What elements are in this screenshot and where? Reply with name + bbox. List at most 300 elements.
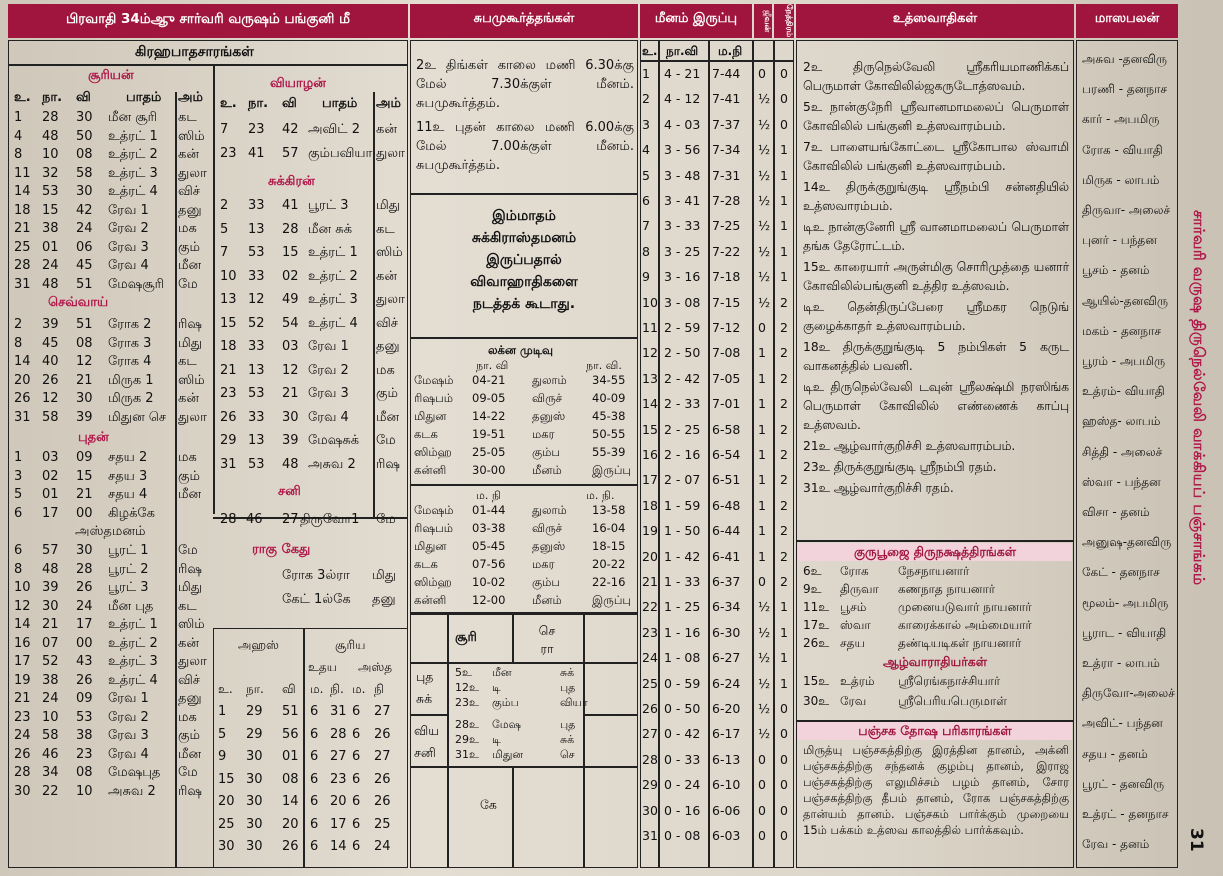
utsava-list — [803, 58, 1069, 500]
graha-cell: மிது — [376, 198, 401, 213]
meenam-cell: 6-51 — [712, 472, 741, 488]
meenam-cell: 2 - 50 — [664, 345, 701, 361]
graha-cell: 39 — [42, 580, 59, 595]
meenam-cell: 3 - 16 — [664, 269, 701, 285]
meenam-cell: ½ — [758, 243, 771, 259]
chart-budha: புத சுக் — [416, 669, 434, 706]
graha-cell: கும் — [178, 239, 200, 255]
graha-cell: 15 — [220, 315, 237, 331]
graha-cell: 30 — [282, 409, 299, 425]
meenam-cell: 1 — [758, 523, 766, 539]
graha-cell: 28 — [282, 221, 299, 237]
ahas-head: நி — [374, 682, 384, 696]
meenam-cell: 6-06 — [712, 802, 741, 818]
meenam-cell: 18 — [642, 497, 658, 513]
graha-cell: 7 — [220, 122, 229, 137]
meenam-cell: 12 — [642, 345, 658, 361]
graha-cell: 53 — [42, 184, 59, 199]
meenam-cell: 30 — [642, 802, 658, 818]
meenam-cell: 0 — [758, 66, 766, 81]
meenam-cell: 0 — [780, 91, 788, 107]
graha-cell: மேஷபுத — [108, 765, 161, 780]
graha-cell: 01 — [42, 239, 59, 255]
graha-cell: மே — [178, 765, 198, 780]
graha-cell: 22 — [42, 783, 59, 799]
meenam-cell: 6-37 — [712, 574, 741, 589]
meenam-cell: 0 — [780, 802, 788, 818]
graha-cell: 17 — [14, 654, 31, 669]
lagna-cell: துலாம் — [532, 373, 567, 387]
ahas-cell: 26 — [374, 794, 391, 809]
graha-cell: தனு — [178, 691, 202, 706]
meenam-cell: 2 — [780, 523, 788, 539]
graha-cell: 24 — [14, 728, 31, 743]
meenam-cell: ½ — [758, 624, 771, 640]
lagna-cell: 12-00 — [472, 593, 506, 607]
meenam-cell: 7-05 — [712, 370, 741, 386]
chart-mid-cell: கும்ப — [492, 696, 519, 709]
lagna-head-1: நா. வி — [476, 359, 509, 372]
meenam-cell: 7-01 — [712, 396, 741, 412]
meenam-cell: 0 — [758, 828, 766, 843]
graha-cell: 46 — [246, 512, 263, 527]
graha-cell: துலா — [178, 165, 207, 181]
masa-item: மகம் - தனநாச — [1082, 323, 1162, 338]
ahas-cell: 25 — [374, 816, 391, 832]
meenam-cell: 2 - 59 — [664, 320, 701, 335]
graha-cell: 23 — [220, 146, 237, 161]
graha-cell: 12 — [14, 598, 31, 614]
ahas-cell: 56 — [282, 726, 299, 742]
graha-cell: கும்பவியா — [308, 146, 373, 161]
graha-cell: 8 — [14, 147, 23, 162]
graha-cell: விச் — [178, 184, 200, 199]
lagna-cell: கடக — [414, 557, 438, 571]
meenam-cell: 6-58 — [712, 421, 741, 437]
lagna-cell: 22-16 — [592, 575, 626, 589]
graha-cell: 15 — [42, 202, 59, 218]
azhvar-cell: ரேவ — [840, 694, 867, 708]
meenam-cell: 2 — [780, 447, 788, 462]
meenam-cell: 1 — [758, 472, 766, 488]
lagna-head-3: ம. நி — [476, 489, 501, 502]
notice-line: சுக்கிராஸ்தமனம் — [471, 230, 577, 246]
graha-cell: 15 — [76, 468, 93, 484]
graha-cell: 03 — [42, 450, 59, 465]
graha-cell: பூரட் 3 — [108, 580, 149, 595]
ahas-cell: 14 — [330, 839, 347, 854]
lagna-cell: மீனம் — [532, 463, 562, 477]
ahas-cell: 1 — [218, 704, 227, 719]
lagna-cell: 18-15 — [592, 539, 626, 553]
graha-cell: 30 — [42, 598, 59, 614]
meenam-cell: 1 — [758, 548, 766, 564]
meenam-cell: 1 — [780, 650, 788, 666]
meenam-cell: 0 — [780, 701, 788, 716]
graha-cell: 10 — [220, 268, 237, 284]
meenam-cell: 9 — [642, 269, 650, 285]
meenam-cell: 4 - 21 — [664, 66, 701, 81]
ahas-cell: 26 — [374, 726, 391, 742]
chart-mid-cell: புத — [560, 681, 576, 694]
notice-line: இருப்பதால் — [486, 252, 562, 268]
azhvar-cell: ஸ்ரீபெரியபெருமாள் — [898, 694, 1007, 708]
meenam-cell: 2 - 42 — [664, 370, 701, 386]
col-head: பாதம் — [322, 96, 358, 111]
lagna-head-2: நா. வி. — [586, 359, 622, 372]
lagna-cell: 30-00 — [472, 463, 506, 477]
ragu-cell: ரோக 3ல்ரா — [282, 568, 350, 583]
graha-cell: 2 — [14, 317, 23, 332]
graha-cell: 48 — [42, 128, 59, 144]
ahas-cell: 27 — [374, 749, 391, 764]
meenam-cell: 2 — [780, 370, 788, 386]
ahas-head: உ. — [218, 682, 233, 696]
masa-item: உத்ரா - லாபம் — [1082, 656, 1160, 670]
graha-cell: மீன புத — [108, 598, 154, 614]
ahas-cell: 30 — [246, 816, 263, 832]
graha-cell: 8 — [14, 335, 23, 351]
lagna-cell: ரிஷபம் — [414, 521, 453, 535]
meenam-head: ம.நி — [718, 44, 743, 58]
ahas-cell: 29 — [246, 726, 263, 742]
meenam-cell: 6-48 — [712, 497, 741, 513]
graha-cell: 21 — [76, 487, 93, 502]
graha-cell: 18 — [220, 339, 237, 354]
graha-cell: கும் — [376, 386, 398, 401]
guru-cell: பூசம் — [840, 600, 867, 614]
ahas-cell: 08 — [282, 771, 299, 787]
meenam-cell: ½ — [758, 701, 771, 716]
graha-cell: ரேவ 1 — [108, 691, 149, 706]
graha-cell: 26 — [42, 372, 59, 388]
graha-cell: 08 — [76, 765, 93, 780]
masa-item: ஹஸ்த- லாபம் — [1082, 414, 1161, 429]
lagna-cell: இருப்பு — [592, 463, 631, 477]
chart-sevvai: செ ரா — [538, 623, 556, 656]
meenam-cell: 2 — [780, 472, 788, 488]
graha-cell: கன் — [178, 147, 199, 162]
lagna-cell: ரிஷபம் — [414, 391, 453, 405]
graha-cell: 24 — [76, 598, 93, 614]
lagna-cell: ஸிம்ஹ — [414, 445, 452, 459]
graha-cell: 14 — [14, 184, 31, 199]
lagna-cell: 50-55 — [592, 427, 626, 441]
masa-item: கேட் - தனநாச — [1082, 565, 1160, 580]
ahas-head: வி — [282, 682, 296, 696]
col-head: வி — [282, 96, 297, 111]
col-head: அம் — [376, 96, 401, 111]
graha-cell: மீன — [178, 487, 202, 502]
graha-cell: ரேவ 3 — [108, 239, 149, 255]
meenam-cell: 2 - 33 — [664, 396, 701, 412]
chart-mid-cell: சுக் — [560, 666, 575, 679]
graha-cell: 00 — [76, 505, 93, 521]
meenam-cell: 3 - 25 — [664, 243, 701, 259]
graha-cell: ரிஷ — [376, 456, 400, 472]
ahas-cell: 5 — [218, 726, 227, 742]
meenam-cell: 2 — [780, 574, 788, 589]
meenam-cell: 1 - 25 — [664, 599, 701, 615]
graha-cell: 30 — [76, 543, 93, 558]
sevvai-title: செவ்வாய் — [48, 295, 109, 310]
meenam-cell: 6-27 — [712, 650, 741, 666]
sukkiran-title: சுக்கிரன் — [268, 174, 315, 189]
meenam-cell: 0 — [780, 777, 788, 793]
graha-cell: 40 — [42, 354, 59, 369]
lagna-cell: 03-38 — [472, 521, 506, 535]
graha-cell: 17 — [76, 617, 93, 632]
meenam-cell: 26 — [642, 701, 658, 716]
lagna-cell: 20-22 — [592, 557, 626, 571]
graha-cell: அவிட் 2 — [308, 122, 360, 137]
graha-cell: மக — [178, 450, 197, 465]
guru-cell: சதய — [840, 636, 865, 650]
chart-mid-cell: 31உ — [455, 748, 479, 761]
chart-ke: கே — [480, 797, 497, 812]
meenam-cell: 6-17 — [712, 726, 741, 742]
guru-cell: தண்டியடிகள் நாயனார் — [898, 636, 1022, 650]
utsava-item: 31உ ஆழ்வார்குறிச்சி ரதம். — [803, 481, 954, 495]
meenam-cell: 1 — [780, 269, 788, 285]
meenam-cell: 2 — [780, 294, 788, 310]
meenam-cell: 3 - 56 — [664, 142, 701, 158]
graha-cell: ரேவ 4 — [308, 409, 349, 425]
utsava-item: 18உ திருக்குறுங்குடி 5 நம்பிகள் 5 கருட வாகனத்தில் பவனி. — [803, 340, 1069, 373]
ahas-cell: 20 — [330, 794, 347, 809]
masa-item: உத்ரம்- வியாதி — [1082, 384, 1165, 399]
meenam-cell: 6-10 — [712, 777, 741, 793]
notice-line: இம்மாதம் — [492, 208, 556, 224]
meenam-cell: 1 — [780, 193, 788, 208]
meenam-cell: 0 - 50 — [664, 701, 701, 716]
graha-cell: 33 — [248, 268, 265, 284]
meenam-cell: 3 - 08 — [664, 294, 701, 310]
meenam-cell: 0 — [780, 116, 788, 132]
lagna-cell: கன்னி — [414, 463, 447, 477]
graha-cell: கட — [178, 354, 197, 369]
ahas-cell: 14 — [282, 794, 299, 809]
meenam-cell: 8 — [642, 243, 650, 259]
graha-cell: தனு — [376, 339, 400, 354]
masa-item: புனர் - பந்தன — [1082, 233, 1157, 248]
meenam-cell: 15 — [642, 421, 658, 437]
azhvar-cell: உத்ரம் — [840, 674, 875, 688]
ahas-cell: 29 — [246, 704, 263, 719]
graha-cell: 42 — [76, 202, 93, 218]
graha-cell: 31 — [14, 276, 31, 292]
ahas-cell: 28 — [330, 726, 347, 742]
graha-cell: ரேவ 1 — [108, 202, 149, 218]
graha-cell: 08 — [76, 335, 93, 351]
meenam-cell: 7-34 — [712, 142, 741, 158]
lagna-cell: 05-45 — [472, 539, 506, 553]
graha-cell: மே — [178, 543, 198, 558]
meenam-head: உ. — [642, 44, 658, 58]
graha-cell: 34 — [42, 765, 59, 780]
meenam-cell: 6-24 — [712, 675, 741, 691]
graha-cell: மீன — [178, 258, 202, 273]
meenam-cell: 11 — [642, 320, 658, 335]
meenam-cell: 7-08 — [712, 345, 741, 361]
notice-block — [410, 205, 638, 315]
graha-cell: 28 — [76, 561, 93, 577]
guru-cell: கணநாத நாயனார் — [898, 582, 995, 596]
graha-cell: 45 — [42, 335, 59, 351]
graha-cell: விச் — [178, 672, 200, 688]
graha-cell: 31 — [220, 456, 237, 472]
ahas-cell: 17 — [330, 816, 347, 832]
utsava-item: 23உ திருக்குறுங்குடி ஸ்ரீநம்பி ரதம். — [803, 460, 997, 474]
ahas-cell: 30 — [246, 839, 263, 854]
graha-cell: 49 — [282, 292, 299, 307]
meenam-cell: 7-25 — [712, 218, 741, 234]
graha-cell: 16 — [14, 635, 31, 651]
meenam-cell: 6-44 — [712, 523, 741, 539]
graha-cell: துலா — [178, 654, 207, 669]
guru-cell: நேசநாயனார் — [898, 564, 970, 578]
subha-title: சுபமுகூர்த்தங்கள் — [410, 4, 638, 38]
ahas-cell: 25 — [218, 816, 235, 832]
meenam-cell: ½ — [758, 193, 771, 208]
utsava-item: 7உ பாளையங்கோட்டை ஸ்ரீகோபால ஸ்வாமி கோவிலில் பங்குனி உத்ஸவாரம்பம். — [803, 140, 1069, 173]
graha-cell: 12 — [282, 362, 299, 378]
meenam-cell: 28 — [642, 751, 658, 767]
masa-item: சதய - தனம் — [1082, 746, 1148, 761]
chart-suri: சூரி — [455, 630, 477, 645]
graha-cell: மக — [178, 221, 197, 236]
graha-cell: உத்ரட் 2 — [108, 147, 158, 162]
masa-item: பூசம் - தனம் — [1082, 263, 1150, 278]
meenam-cell: 22 — [642, 599, 658, 615]
lagna-cell: 14-22 — [472, 409, 506, 423]
meenam-cell: 0 — [780, 828, 788, 843]
meenam-cell: 1 - 50 — [664, 523, 701, 539]
graha-cell: 25 — [14, 239, 31, 255]
ahas-cell: 6 — [352, 726, 361, 742]
meenam-cell: 2 - 25 — [664, 421, 701, 437]
graha-cell: ரேவ 2 — [108, 221, 149, 236]
graha-cell: 41 — [282, 198, 299, 213]
graha-cell: 10 — [76, 783, 93, 799]
meenam-cell: 0 — [758, 802, 766, 818]
meenam-cell: 4 - 12 — [664, 91, 701, 107]
graha-cell: 30 — [76, 110, 93, 125]
meenam-cell: 0 - 24 — [664, 777, 701, 793]
graha-cell: 12 — [76, 354, 93, 369]
masa-item: மிருக - லாபம் — [1082, 172, 1160, 187]
graha-cell: உத்ரட் 4 — [108, 184, 158, 199]
graha-cell: விச் — [376, 315, 398, 331]
meenam-cell: 31 — [642, 828, 658, 843]
ahas-cell: 20 — [218, 794, 235, 809]
meenam-cell: ½ — [758, 116, 771, 132]
graha-cell: ஸிம் — [178, 617, 205, 632]
graha-cell: 27 — [282, 512, 299, 527]
graha-cell: கும் — [178, 468, 200, 484]
graha-cell: உத்ரட் 3 — [108, 654, 158, 669]
graha-cell: உத்ரட் 1 — [308, 245, 358, 260]
graha-cell: உத்ரட் 2 — [108, 635, 158, 651]
col-head: பாதம் — [126, 90, 162, 105]
meenam-cell: 5 — [642, 167, 650, 183]
graha-cell: கட — [178, 598, 197, 614]
meenam-cell: 6-20 — [712, 701, 741, 716]
meenam-cell: 10 — [642, 294, 658, 310]
graha-cell: 5 — [220, 221, 229, 237]
graha-cell: மிருக 1 — [108, 372, 154, 388]
graha-cell: ரோக 3 — [108, 335, 152, 351]
meenam-cell: 6-30 — [712, 624, 741, 640]
graha-cell: அசுவ 2 — [108, 783, 156, 799]
graha-title: கிரஹபாதசாரங்கள் — [135, 44, 254, 60]
subha-1: 2உ திங்கள் காலை மணி 6.30க்கு மேல் 7.30க்குள் மீனம். சுபமுகூர்த்தம். — [416, 58, 634, 111]
utsava-item: டிஉ நான்குனேரி ஸ்ரீ வானமாமலைப் பெருமாள் தங்க தேரோட்டம். — [803, 220, 1069, 253]
ahas-cell: 27 — [374, 704, 391, 719]
meenam-cell: 1 — [758, 447, 766, 462]
meenam-cell: ½ — [758, 726, 771, 742]
guru-cell: ஸ்வா — [840, 618, 871, 632]
chart-mid-cell: மேஷ — [492, 718, 521, 731]
masa-title: மாஸபலன் — [1076, 4, 1178, 38]
graha-cell: மிது — [178, 335, 203, 351]
masa-item: ரோக - வியாதி — [1082, 142, 1163, 157]
graha-cell: மிதுன செ — [108, 409, 167, 425]
meenam-cell: ½ — [758, 269, 771, 285]
graha-cell: 11 — [14, 165, 31, 181]
graha-cell: 24 — [76, 221, 93, 236]
ahas-head: நா. — [246, 682, 264, 696]
graha-cell: பூரட் 1 — [108, 543, 149, 558]
ahas-cell: 30 — [246, 794, 263, 809]
graha-cell: 08 — [76, 147, 93, 162]
chart-mid-cell: வியா — [560, 696, 588, 709]
graha-cell: கன் — [178, 635, 199, 651]
ahas-cell: 15 — [218, 771, 235, 787]
meenam-cell: 0 — [780, 751, 788, 767]
meenam-cell: 6-13 — [712, 751, 741, 767]
meenam-cell: 1 - 42 — [664, 548, 701, 564]
meenam-cell: 2 - 07 — [664, 472, 701, 488]
graha-cell: மே — [376, 433, 396, 448]
ahas-cell: 26 — [374, 771, 391, 787]
lagna-cell: 25-05 — [472, 445, 506, 459]
graha-cell: கன் — [376, 268, 397, 284]
page-number: 31 — [1186, 828, 1206, 852]
azhvar-cell: 30உ — [803, 694, 830, 708]
ahas-cell: 6 — [310, 794, 319, 809]
ahas-cell: 6 — [310, 704, 319, 719]
meenam-cell: 1 — [758, 370, 766, 386]
meenam-cell: 7-12 — [712, 320, 741, 335]
chart-viyazha: விய சனி — [414, 723, 439, 760]
graha-cell: 50 — [76, 128, 93, 144]
graha-cell: பூரட் 2 — [108, 561, 149, 577]
utsava-item: 15உ காரையார் அருள்மிகு சொரிமுத்தை யனார் கோவிலில்பங்குனி உத்திர உத்ஸவம். — [803, 260, 1069, 293]
lagna-cell: மிதுன — [414, 409, 447, 423]
meenam-cell: 7-31 — [712, 167, 741, 183]
lagna-cell: 04-21 — [472, 373, 506, 387]
graha-cell: 51 — [76, 276, 93, 292]
graha-cell: ரேவ 4 — [108, 258, 149, 273]
graha-cell: 17 — [42, 505, 59, 521]
guru-title: குருபூஜை திருநக்ஷத்திரங்கள் — [798, 543, 1072, 561]
meenam-cell: 0 - 16 — [664, 802, 701, 818]
chart-mid-cell: 28உ — [455, 718, 479, 731]
graha-cell: 10 — [42, 709, 59, 725]
ahas-cell: 51 — [282, 704, 299, 719]
graha-cell: 30 — [76, 391, 93, 406]
